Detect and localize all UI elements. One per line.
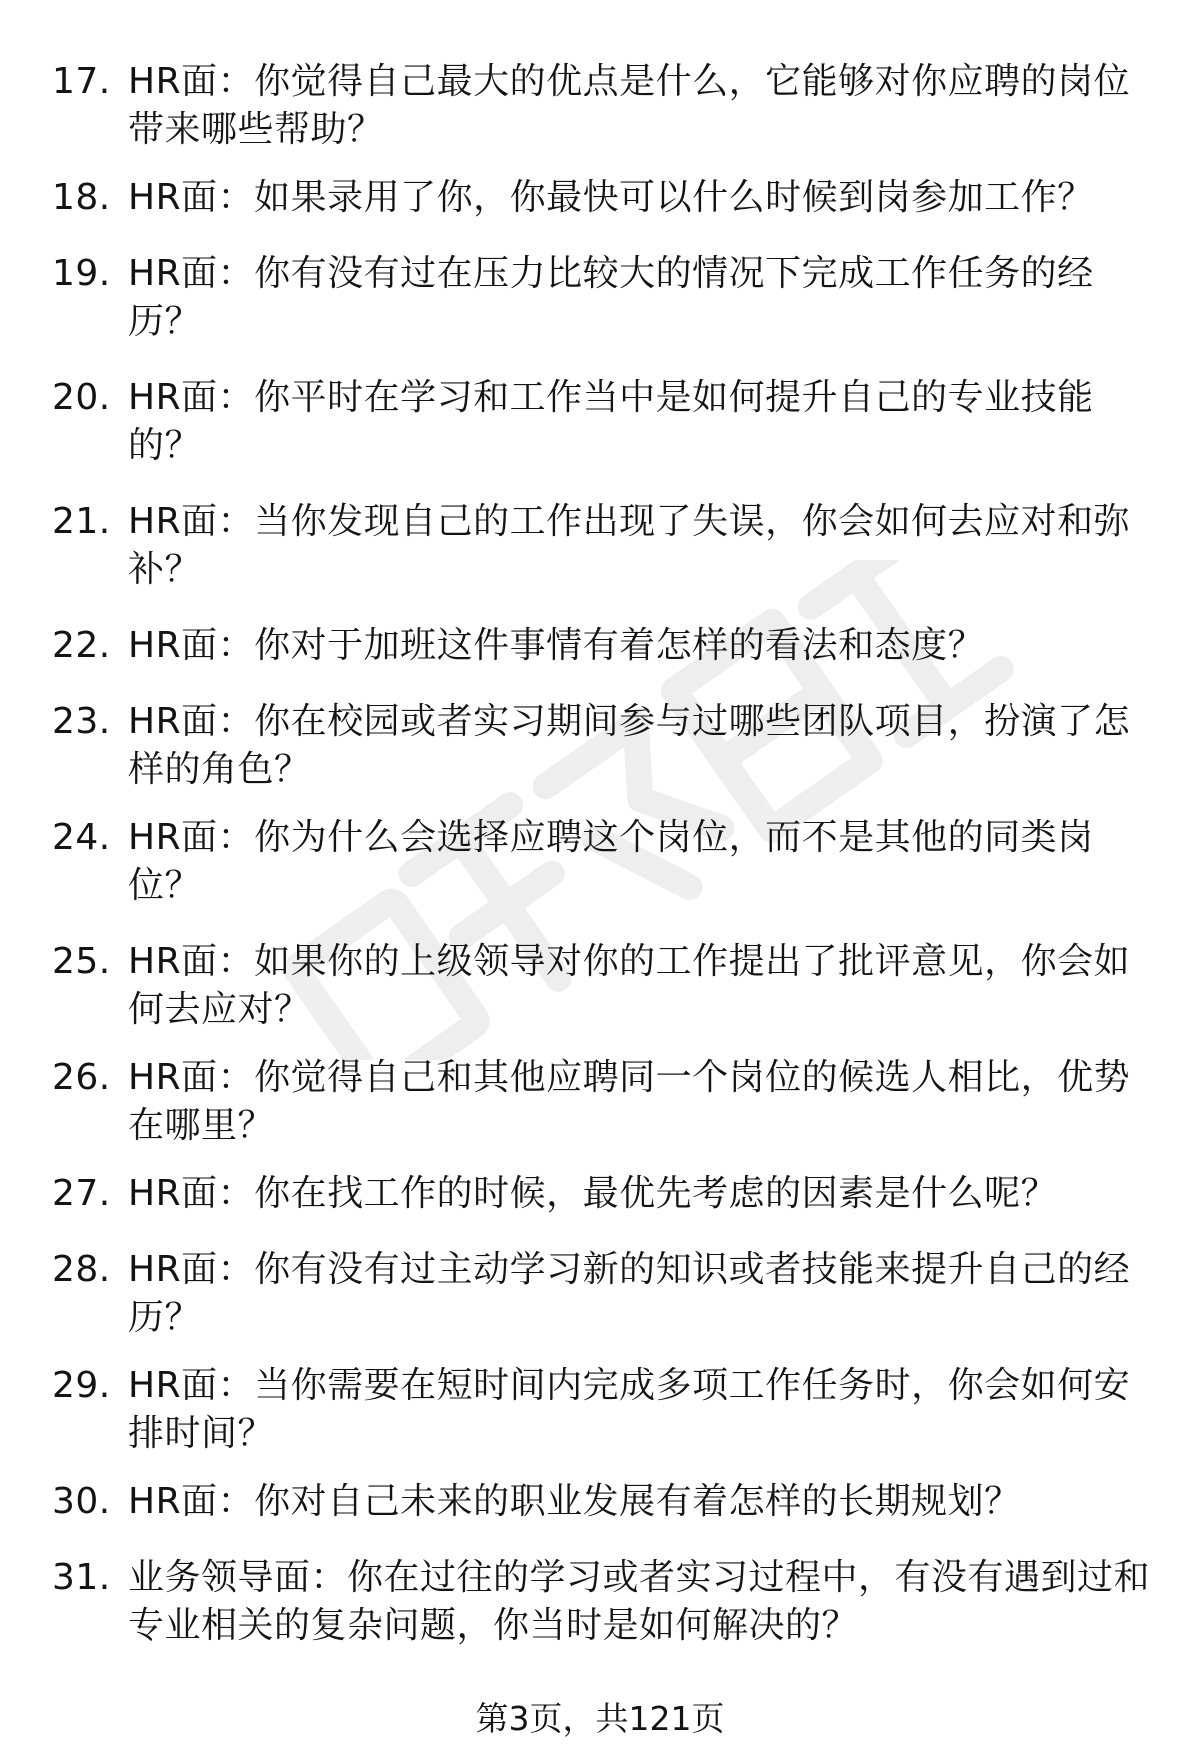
question-body: [128, 814, 1158, 910]
question-item: [0, 1554, 1200, 1650]
question-number: 30.: [52, 1481, 111, 1522]
question-body: [128, 374, 1158, 470]
interview-stage: HR面：: [128, 941, 255, 982]
question-item: [0, 1362, 1200, 1458]
question-item: [0, 58, 1200, 154]
question-item: [0, 698, 1200, 794]
question-number: 26.: [52, 1057, 111, 1098]
question-body: [128, 698, 1158, 794]
interview-stage: HR面：: [128, 253, 255, 294]
interview-stage: HR面：: [128, 1249, 255, 1290]
question-text: 如果你的上级领导对你的工作提出了批评意见，你会如何去应对？: [128, 941, 1131, 1030]
question-number: 25.: [52, 941, 111, 982]
question-number: 18.: [52, 177, 111, 218]
question-item: [0, 250, 1200, 346]
interview-stage: HR面：: [128, 817, 255, 858]
question-text: 你对自己未来的职业发展有着怎样的长期规划？: [254, 1481, 1021, 1522]
question-item: [0, 938, 1200, 1034]
interview-stage: HR面：: [128, 625, 255, 666]
interview-stage: HR面：: [128, 377, 255, 418]
question-text: 你有没有过主动学习新的知识或者技能来提升自己的经历？: [128, 1249, 1131, 1338]
interview-stage: HR面：: [128, 1365, 255, 1406]
question-text: 你在校园或者实习期间参与过哪些团队项目，扮演了怎样的角色？: [128, 701, 1131, 790]
question-text: 当你发现自己的工作出现了失误，你会如何去应对和弥补？: [128, 501, 1131, 590]
question-number: 21.: [52, 501, 111, 542]
question-body: [128, 1054, 1158, 1150]
question-number: 19.: [52, 253, 111, 294]
question-list: [0, 58, 1200, 1650]
question-number: 27.: [52, 1173, 111, 1214]
question-text: 你为什么会选择应聘这个岗位，而不是其他的同类岗位？: [128, 817, 1094, 906]
question-item: [0, 1478, 1200, 1526]
question-body: [128, 174, 1158, 222]
interview-stage: 业务领导面：: [128, 1557, 348, 1598]
question-text: 你觉得自己最大的优点是什么，它能够对你应聘的岗位带来哪些帮助？: [128, 61, 1131, 150]
question-item: [0, 622, 1200, 670]
question-item: [0, 498, 1200, 594]
interview-stage: HR面：: [128, 1057, 255, 1098]
question-text: 你觉得自己和其他应聘同一个岗位的候选人相比，优势在哪里？: [128, 1057, 1131, 1146]
interview-stage: HR面：: [128, 701, 255, 742]
question-body: [128, 1170, 1158, 1218]
question-item: [0, 1054, 1200, 1150]
question-text: 你有没有过在压力比较大的情况下完成工作任务的经历？: [128, 253, 1094, 342]
question-number: 20.: [52, 377, 111, 418]
question-number: 22.: [52, 625, 111, 666]
question-body: [128, 622, 1158, 670]
interview-stage: HR面：: [128, 1173, 255, 1214]
interview-stage: HR面：: [128, 177, 255, 218]
question-number: 17.: [52, 61, 111, 102]
question-body: [128, 1246, 1158, 1342]
question-number: 31.: [52, 1557, 111, 1598]
question-text: 你平时在学习和工作当中是如何提升自己的专业技能的？: [128, 377, 1094, 466]
question-body: [128, 250, 1158, 346]
interview-stage: HR面：: [128, 1481, 255, 1522]
question-text: 当你需要在短时间内完成多项工作任务时，你会如何安排时间？: [128, 1365, 1131, 1454]
question-body: [128, 58, 1158, 154]
question-body: [128, 498, 1158, 594]
question-body: [128, 1478, 1158, 1526]
question-body: [128, 1362, 1158, 1458]
question-text: 你在找工作的时候，最优先考虑的因素是什么呢？: [254, 1173, 1058, 1214]
interview-stage: HR面：: [128, 501, 255, 542]
question-number: 24.: [52, 817, 111, 858]
page-number-footer: 第3页，共121页: [475, 1699, 725, 1738]
question-text: 你在过往的学习或者实习过程中，有没有遇到过和专业相关的复杂问题，你当时是如何解决的？: [128, 1557, 1151, 1646]
question-text: 你对于加班这件事情有着怎样的看法和态度？: [254, 625, 985, 666]
question-item: [0, 1246, 1200, 1342]
question-item: [0, 374, 1200, 470]
question-item: [0, 174, 1200, 222]
question-number: 29.: [52, 1365, 111, 1406]
question-body: [128, 938, 1158, 1034]
question-number: 28.: [52, 1249, 111, 1290]
question-item: [0, 1170, 1200, 1218]
question-body: [128, 1554, 1158, 1650]
question-text: 如果录用了你，你最快可以什么时候到岗参加工作？: [254, 177, 1094, 218]
question-item: [0, 814, 1200, 910]
interview-stage: HR面：: [128, 61, 255, 102]
question-number: 23.: [52, 701, 111, 742]
